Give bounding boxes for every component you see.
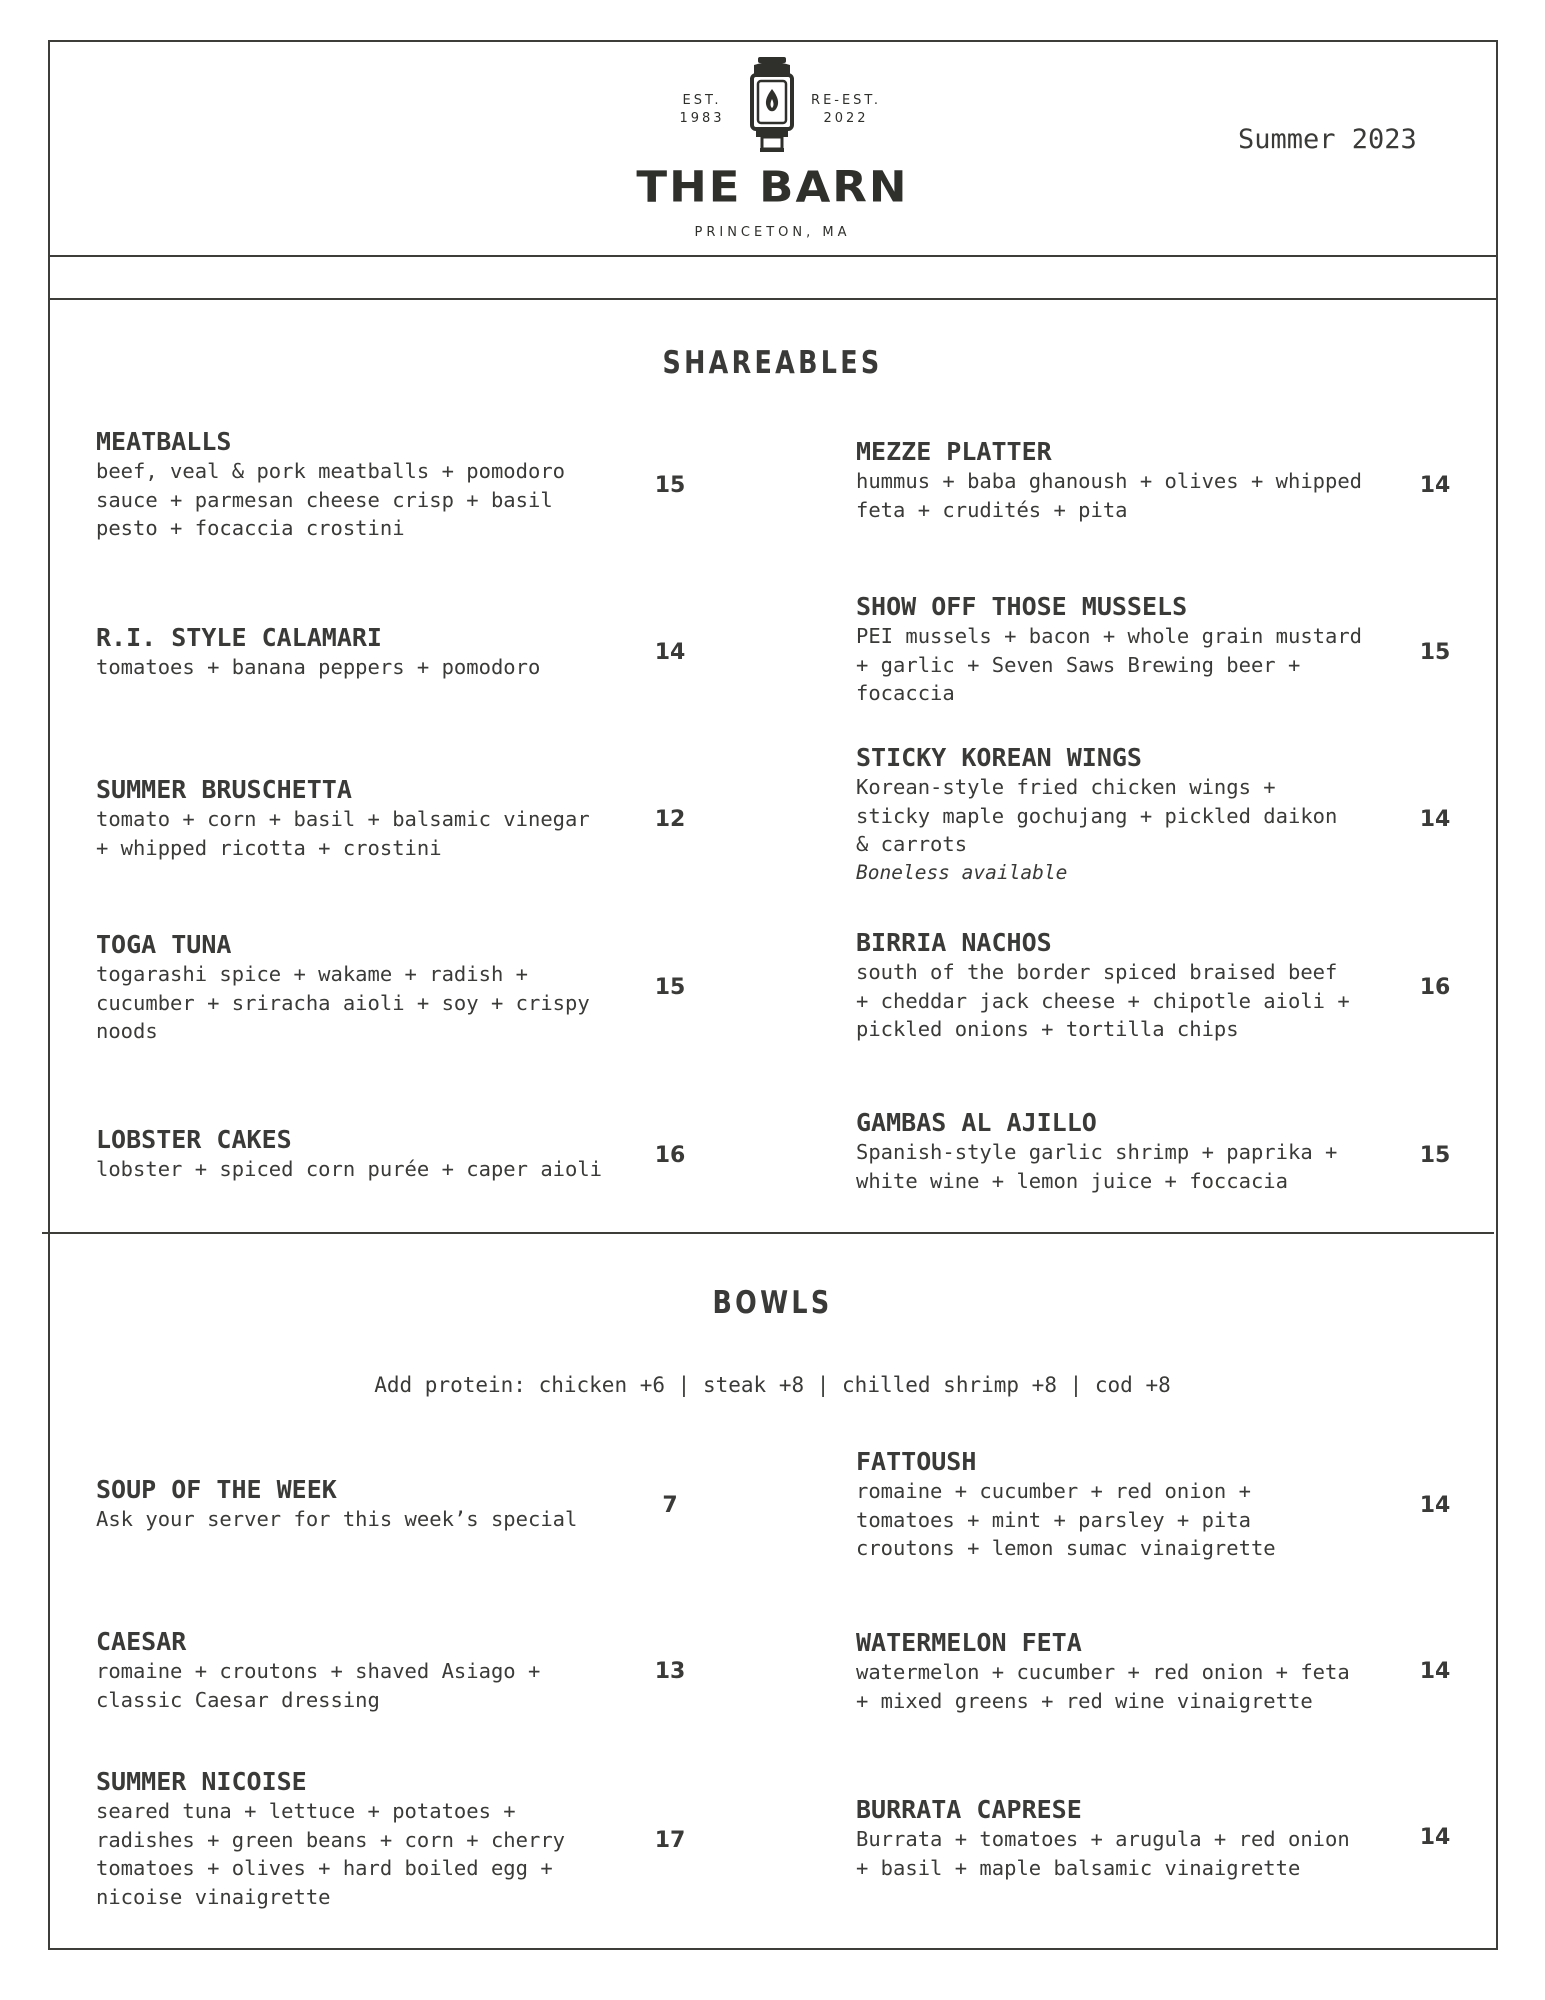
item-price: 17: [654, 1828, 686, 1853]
menu-item: [856, 743, 1376, 887]
item-price: 15: [1419, 640, 1451, 665]
item-name: TOGA TUNA: [96, 930, 232, 959]
menu-item: [96, 1767, 616, 1911]
item-description: Korean-style fried chicken wings + sticky maple gochujang + pickled daikon & carrots: [856, 775, 1338, 856]
protein-addon-note: Add protein: chicken +6 | steak +8 | chilled shrimp +8 | cod +8: [374, 1373, 1171, 1397]
menu-item: [856, 437, 1376, 524]
item-price: 15: [654, 473, 686, 498]
est-year: 1983: [679, 111, 725, 126]
item-description: tomatoes + banana peppers + pomodoro: [96, 655, 541, 679]
item-price: 13: [654, 1659, 686, 1684]
menu-item: [96, 930, 616, 1046]
item-description: Ask your server for this week’s special: [96, 1507, 578, 1531]
item-description: PEI mussels + bacon + whole grain mustard + garlic + Seven Saws Brewing beer + focaccia: [856, 624, 1363, 705]
item-name: SUMMER BRUSCHETTA: [96, 775, 352, 804]
item-name: STICKY KOREAN WINGS: [856, 743, 1142, 772]
location: PRINCETON, MA: [694, 225, 851, 240]
item-name: FATTOUSH: [856, 1447, 977, 1476]
item-description: tomato + corn + basil + balsamic vinegar + whipped ricotta + crostini: [96, 807, 590, 860]
header-divider-top: [48, 255, 1498, 257]
item-name: SHOW OFF THOSE MUSSELS: [856, 592, 1188, 621]
item-name: MEZZE PLATTER: [856, 437, 1052, 466]
menu-item: [96, 427, 616, 543]
item-price: 16: [654, 1143, 686, 1168]
section-divider: [42, 1232, 1494, 1234]
item-description: romaine + croutons + shaved Asiago + classic Caesar dressing: [96, 1659, 541, 1712]
item-price: 14: [1419, 1659, 1451, 1684]
item-description: south of the border spiced braised beef + cheddar jack cheese + chipotle aioli + pickled onions + tortilla chips: [856, 960, 1350, 1041]
item-name: SUMMER NICOISE: [96, 1767, 307, 1796]
est-badge: [672, 92, 732, 128]
section-title-shareables: SHAREABLES: [662, 345, 883, 381]
lantern-logo-icon: [744, 55, 800, 153]
item-price: 14: [1419, 1493, 1451, 1518]
item-price: 15: [654, 975, 686, 1000]
item-description: Spanish-style garlic shrimp + paprika + white wine + lemon juice + foccacia: [856, 1140, 1338, 1193]
menu-item: [856, 1108, 1376, 1195]
item-price: 14: [654, 640, 686, 665]
item-name: MEATBALLS: [96, 427, 232, 456]
item-name: R.I. STYLE CALAMARI: [96, 623, 382, 652]
menu-item: [856, 1447, 1376, 1563]
section-title-bowls: BOWLS: [712, 1285, 833, 1321]
menu-item: [856, 928, 1376, 1044]
item-price: 14: [1419, 807, 1451, 832]
item-price: 15: [1419, 1143, 1451, 1168]
reest-label: RE-EST.: [811, 93, 881, 108]
item-description: Burrata + tomatoes + arugula + red onion + basil + maple balsamic vinaigrette: [856, 1827, 1350, 1880]
reest-year: 2022: [823, 111, 869, 126]
item-name: BIRRIA NACHOS: [856, 928, 1052, 957]
item-description: togarashi spice + wakame + radish + cucumber + sriracha aioli + soy + crispy noods: [96, 962, 590, 1043]
item-description: romaine + cucumber + red onion + tomatoes + mint + parsley + pita croutons + lemon sumac vinaigrette: [856, 1479, 1276, 1560]
header-divider-bottom: [48, 298, 1498, 300]
item-name: GAMBAS AL AJILLO: [856, 1108, 1097, 1137]
menu-item: [96, 1475, 616, 1534]
est-label: EST.: [682, 93, 722, 108]
item-name: LOBSTER CAKES: [96, 1125, 292, 1154]
item-description: beef, veal & pork meatballs + pomodoro sauce + parmesan cheese crisp + basil pesto + focaccia crostini: [96, 459, 565, 540]
item-note: Boneless available: [856, 860, 1068, 884]
menu-item: [856, 1628, 1376, 1715]
item-price: 12: [654, 807, 686, 832]
menu-item: [96, 623, 616, 682]
item-description: hummus + baba ghanoush + olives + whipped feta + crudités + pita: [856, 469, 1363, 522]
item-description: watermelon + cucumber + red onion + feta + mixed greens + red wine vinaigrette: [856, 1660, 1350, 1713]
item-name: SOUP OF THE WEEK: [96, 1475, 337, 1504]
season-label: Summer 2023: [1238, 124, 1417, 155]
item-description: seared tuna + lettuce + potatoes + radishes + green beans + corn + cherry tomatoes + olives + hard boiled egg + nicoise vinaigrette: [96, 1799, 565, 1909]
item-price: 14: [1419, 473, 1451, 498]
item-price: 16: [1419, 975, 1451, 1000]
item-price: 7: [662, 1493, 678, 1518]
item-description: lobster + spiced corn purée + caper aioli: [96, 1157, 603, 1181]
reest-badge: [806, 92, 886, 128]
menu-item: [856, 592, 1376, 708]
item-name: WATERMELON FETA: [856, 1628, 1082, 1657]
menu-item: [96, 775, 616, 862]
item-price: 14: [1419, 1825, 1451, 1850]
menu-item: [856, 1795, 1376, 1882]
menu-item: [96, 1627, 616, 1714]
item-name: BURRATA CAPRESE: [856, 1795, 1082, 1824]
brand-name: THE BARN: [636, 161, 909, 212]
item-name: CAESAR: [96, 1627, 187, 1656]
menu-item: [96, 1125, 616, 1184]
